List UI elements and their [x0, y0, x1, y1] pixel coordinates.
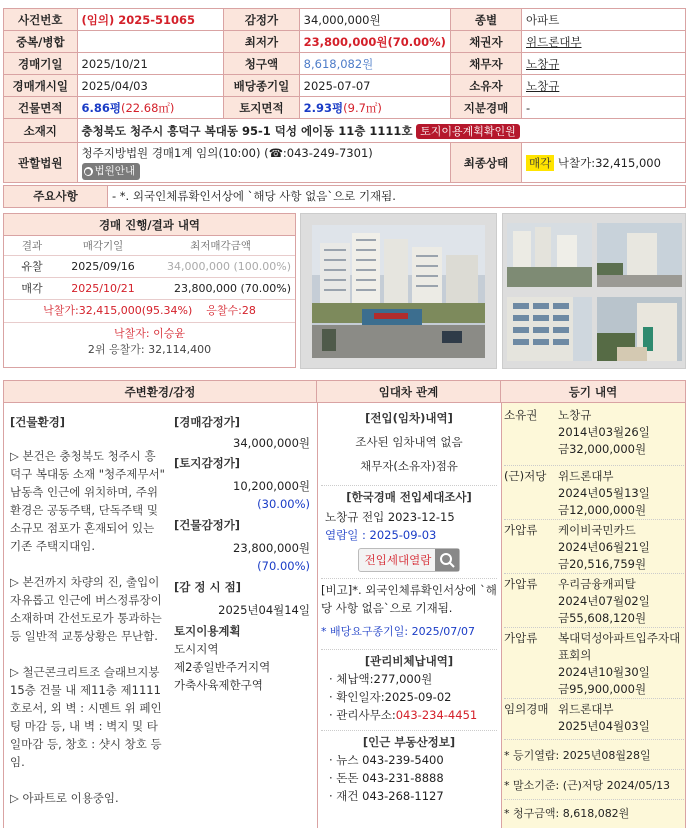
registry-amount: 금20,516,759원	[558, 557, 647, 571]
share-auction-label: 지분경매	[450, 97, 521, 119]
divider	[504, 739, 684, 740]
appraisal-heading: [경매감정가]	[174, 415, 241, 429]
building-env-heading: [건물환경]	[10, 415, 65, 429]
registry-type: 가압류	[504, 577, 538, 591]
thumbnail-image	[507, 297, 592, 361]
registry-holder: 위드론대부	[558, 469, 614, 483]
land-area-pyeong: 2.93평	[303, 100, 344, 115]
owner-link[interactable]: 노창규	[526, 78, 560, 93]
divider	[321, 578, 497, 579]
nearby-realestate-heading: [인근 부동산정보]	[362, 735, 456, 749]
env-paragraph: ▷ 아파트로 이용중임.	[10, 791, 119, 805]
building-area-pyeong: 6.86평	[81, 100, 121, 115]
share-auction-value: -	[522, 97, 686, 119]
land-plan-item: 도시지역	[174, 642, 219, 656]
registry-item	[504, 574, 684, 627]
env-title: 주변환경/감정	[4, 381, 317, 403]
resident-view-wrap	[321, 548, 497, 572]
registry-list	[504, 407, 684, 821]
row-amount: 34,000,000 (100.00%)	[166, 260, 291, 273]
thumbnail-image	[507, 223, 592, 287]
col-result-header: 결과	[21, 240, 43, 252]
final-status-label: 최종상태	[450, 143, 521, 183]
row-date: 2025/09/16	[71, 260, 135, 273]
env-paragraph: ▷ 철근콘크리트조 슬래브지붕 15층 건물 내 제11층 제1111호로서, 외 벽 : 시멘트 위 페인팅 마감 등, 내 벽 : 벽지 및 타일마감 등, 창호 : 샷시 창호 등임.	[10, 665, 162, 769]
divider	[321, 730, 497, 731]
thumbnail-grid	[502, 213, 686, 369]
appraisal-point-heading: [감 정 시 점]	[174, 580, 241, 594]
tenant-column	[321, 409, 497, 805]
resident-view-button[interactable]	[358, 548, 461, 572]
registry-item	[504, 699, 684, 739]
column-divider	[317, 403, 318, 828]
debtor-label: 채무자	[450, 53, 521, 75]
court-value: 청주지방법원 경매1계 임의(10:00) (☎:043-249-7301)	[81, 145, 373, 160]
notes-label: 주요사항	[4, 186, 108, 207]
row-result: 유찰	[21, 260, 43, 273]
registry-date: 2024년10월30일	[558, 665, 650, 679]
land-plan-button[interactable]: 토지이용계획확인원	[416, 124, 520, 139]
tenant-note: [비고]*. 외국인체류확인서상에 `해당 사항 없음`으로 기재됨.	[321, 583, 497, 615]
start-date-value: 2025/04/03	[77, 75, 224, 97]
appraisal-label: 감정가	[224, 9, 299, 31]
minimum-price-value: 23,800,000원(70.00%)	[299, 31, 450, 53]
appraisal-point-date: 2025년04월14일	[218, 603, 310, 617]
kind-value: 아파트	[522, 9, 686, 31]
realestate-contact: · 돈돈 043-231-8888	[329, 771, 444, 785]
registry-date: 2024년07월02일	[558, 594, 650, 608]
view-date: 열람일 : 2025-09-03	[325, 528, 437, 542]
start-date-label: 경매개시일	[4, 75, 78, 97]
registry-amount: 금12,000,000원	[558, 503, 647, 517]
registry-amount: 금32,000,000원	[558, 442, 647, 456]
registry-item	[504, 466, 684, 519]
env-paragraph: ▷ 본건까지 차량의 진, 출입이 자유롭고 인근에 버스정류장이 소재하며 간선도로가 통과하는 등 일반적 교통상황은 무난함.	[10, 575, 162, 643]
arrears-heading: [관리비체납내역]	[364, 654, 454, 668]
registry-holder: 케이비국민카드	[558, 523, 636, 537]
registry-date: 2025년04월03일	[558, 719, 650, 733]
final-price: 낙찰가:32,415,000	[557, 155, 661, 170]
land-plan-heading: 토지이용계획	[174, 624, 241, 638]
row-date: 2025/10/21	[71, 282, 135, 295]
case-info-table	[3, 8, 686, 183]
registry-type: 소유권	[504, 408, 538, 422]
tenant-history-heading: [전입(임차)내역]	[365, 411, 453, 425]
registry-item	[504, 628, 684, 698]
second-bid: 2위 응찰가: 32,114,400	[87, 343, 212, 356]
land-plan-item: 제2종일반주거지역	[174, 660, 271, 674]
registry-item	[504, 407, 684, 465]
minimum-price-label: 최저가	[224, 31, 299, 53]
realestate-contact: · 뉴스 043-239-5400	[329, 753, 444, 767]
creditor-label: 채권자	[450, 31, 521, 53]
registry-holder: 복대덕성아파트입주자대표회의	[558, 631, 681, 662]
sold-summary	[4, 300, 295, 323]
land-appraisal-heading: [토지감정가]	[174, 456, 241, 470]
court-guide-button[interactable]	[82, 163, 141, 180]
env-paragraph: ▷ 본건은 충청북도 청주시 흥덕구 복대동 소재 "청주제무서" 남동측 인근에 위치하며, 주위환경은 공동주택, 단독주택 및 소규모 점포가 혼재되어 있는 기존 주택지대임.	[10, 449, 165, 553]
registry-type: 가압류	[504, 523, 538, 537]
appraisal-amount: 34,000,000원	[233, 436, 310, 450]
thumbnail-photo[interactable]	[597, 297, 682, 361]
land-area-m2: (9.7㎡)	[343, 100, 382, 115]
building-area-m2: (22.68㎡)	[121, 100, 175, 115]
registry-claim: * 청구금액: 8,618,082원	[504, 807, 630, 820]
land-plan-item: 가축사육제한구역	[174, 678, 263, 692]
details-section	[3, 380, 686, 828]
dividend-deadline: * 배당요구종기일: 2025/07/07	[321, 625, 475, 638]
registry-item	[504, 520, 684, 573]
arrears-amount: · 체납액:277,000원	[329, 672, 433, 686]
realestate-contact: · 재건 043-268-1127	[329, 789, 444, 803]
building-appraisal-heading: [건물감정가]	[174, 518, 241, 532]
env-text-column	[10, 413, 166, 807]
thumbnail-photo[interactable]	[507, 297, 592, 361]
land-appraisal-percent: (30.00%)	[257, 497, 310, 511]
thumbnail-image	[597, 297, 682, 361]
tenant-history-line: 채무자(소유자)점유	[360, 459, 458, 473]
debtor-link[interactable]: 노창규	[526, 56, 560, 71]
resident-survey-heading: [한국경매 전입세대조사]	[346, 490, 472, 504]
winner-name: 낙찰자: 이승윤	[114, 327, 185, 340]
appraisal-value: 34,000,000원	[299, 9, 450, 31]
case-type: (임의)	[81, 12, 115, 27]
col-date-header: 매각기일	[82, 240, 124, 252]
registry-holder: 노창규	[558, 408, 592, 422]
sold-price: 낙찰가:32,415,000(95.34%)	[43, 304, 193, 317]
management-office-label: · 관리사무소:	[329, 708, 396, 722]
progress-box	[3, 213, 296, 368]
resident-survey-line: 노창규 전입 2023-12-15	[325, 510, 455, 524]
col-amount-header: 최저매각금액	[190, 240, 251, 252]
registry-date: 2024년05월13일	[558, 486, 650, 500]
court-label: 관할법원	[4, 143, 78, 183]
claim-label: 청구액	[224, 53, 299, 75]
registry-view-date: * 등기열람: 2025년08월28일	[504, 749, 651, 762]
main-property-photo[interactable]	[300, 213, 497, 369]
claim-value: 8,618,082원	[299, 53, 450, 75]
registry-type: 임의경매	[504, 702, 549, 716]
land-appraisal-amount: 10,200,000원	[233, 479, 310, 493]
notes-box	[3, 185, 686, 208]
auction-date-label: 경매기일	[4, 53, 78, 75]
thumbnail-image	[597, 223, 682, 287]
address-value: 충청북도 청주시 흥덕구 복대동 95-1 덕성 에이동 11층 1111호	[81, 123, 413, 138]
building-area-label: 건물면적	[4, 97, 78, 119]
management-office-tel: 043-234-4451	[395, 708, 478, 722]
creditor-link[interactable]: 위드론대부	[526, 34, 582, 49]
case-number: 2025-51065	[118, 12, 196, 27]
resident-view-label: 전입세대열람	[364, 553, 432, 567]
divider	[321, 485, 497, 486]
registry-date: 2024년06월21일	[558, 540, 650, 554]
sold-badge: 매각	[526, 155, 554, 171]
tenant-title: 임대차 관계	[317, 381, 501, 403]
address-label: 소재지	[4, 119, 78, 143]
registry-type: (근)저당	[504, 469, 547, 483]
registry-holder: 위드론대부	[558, 702, 614, 716]
building-appraisal-percent: (70.00%)	[257, 559, 310, 573]
thumbnail-photo[interactable]	[597, 223, 682, 287]
land-area-label: 토지면적	[224, 97, 299, 119]
progress-row	[4, 278, 295, 300]
notes-text: - *. 외국인체류확인서상에 `해당 사항 없음`으로 기재됨.	[112, 189, 396, 203]
apartment-photo-image	[312, 225, 485, 358]
row-amount: 23,800,000 (70.00%)	[173, 282, 291, 295]
duplicate-label: 중복/병합	[4, 31, 78, 53]
row-result: 매각	[21, 282, 43, 295]
registry-type: 가압류	[504, 631, 538, 645]
registry-amount: 금95,900,000원	[558, 682, 647, 696]
registry-holder: 우리금융캐피탈	[558, 577, 636, 591]
duplicate-value	[77, 31, 224, 53]
divider	[504, 769, 684, 770]
info-circle-icon: ●	[84, 166, 92, 176]
owner-label: 소유자	[450, 75, 521, 97]
tenant-history-line: 조사된 임차내역 없음	[355, 435, 463, 449]
registry-title: 등기 내역	[501, 381, 685, 403]
kind-label: 종별	[450, 9, 521, 31]
building-appraisal-amount: 23,800,000원	[233, 541, 310, 555]
registry-erase-base: * 말소기준: (근)저당 2024/05/13	[504, 779, 671, 792]
registry-date: 2014년03월26일	[558, 425, 650, 439]
registry-amount: 금55,608,120원	[558, 611, 647, 625]
case-number-label: 사건번호	[4, 9, 78, 31]
arrears-confirm-date: · 확인일자:2025-09-02	[329, 690, 452, 704]
deadline-value: 2025-07-07	[299, 75, 450, 97]
progress-header-row	[4, 236, 295, 256]
court-guide-label: 법원안내	[94, 164, 136, 177]
bidder-count: 응찰수:28	[206, 304, 256, 317]
search-icon	[435, 549, 459, 571]
deadline-label: 배당종기일	[224, 75, 299, 97]
progress-row	[4, 256, 295, 278]
progress-title: 경매 진행/결과 내역	[4, 214, 295, 236]
auction-date-value: 2025/10/21	[77, 53, 224, 75]
thumbnail-photo[interactable]	[507, 223, 592, 287]
divider	[321, 649, 497, 650]
appraisal-column	[174, 413, 310, 694]
divider	[504, 799, 684, 800]
management-office	[321, 706, 497, 724]
